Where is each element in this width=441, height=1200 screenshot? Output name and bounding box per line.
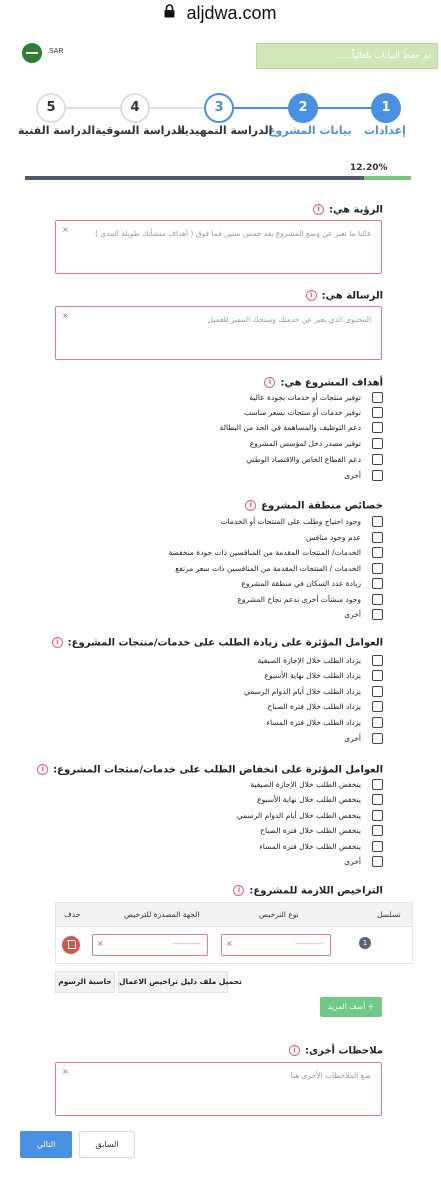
checkbox[interactable]: [372, 794, 383, 805]
decrease-option[interactable]: أخرى: [344, 855, 383, 867]
vision-textarea[interactable]: [55, 220, 382, 274]
goals-option[interactable]: توفير منتجات أو خدمات بجودة عالية: [249, 391, 383, 403]
area-option[interactable]: عدم وجود منافس: [306, 531, 383, 543]
checkbox[interactable]: [372, 779, 383, 790]
checkbox[interactable]: [372, 686, 383, 697]
fees-calculator-button[interactable]: حاسبة الرسوم: [55, 971, 115, 993]
checkbox[interactable]: [372, 578, 383, 589]
checkbox[interactable]: [372, 717, 383, 728]
checkbox[interactable]: [372, 532, 383, 543]
saudi-flag-icon: [22, 43, 42, 63]
info-icon[interactable]: i: [289, 1045, 300, 1056]
checkbox[interactable]: [372, 733, 383, 744]
checkbox[interactable]: [372, 670, 383, 681]
next-button[interactable]: التالي: [20, 1131, 72, 1158]
error-x-icon: ×: [62, 1067, 69, 1076]
notes-textarea[interactable]: [55, 1062, 382, 1116]
step-4-label: الدراسة السوقية: [95, 124, 186, 137]
checkbox[interactable]: [372, 407, 383, 418]
area-option[interactable]: أخرى: [344, 608, 383, 620]
vision-placeholder: غالبا ما تعبر عن وضع المشروع بعد خمس سنين فما فوق ( أهداف منشأتك طويلة المدى ): [95, 229, 371, 238]
step-3-circle[interactable]: 3: [204, 93, 234, 123]
increase-option[interactable]: يزداد الطلب خلال فترة المساء: [266, 716, 383, 728]
progress-bar-fill: [364, 176, 411, 180]
step-5-label: الدراسة الفنية: [18, 124, 96, 137]
goals-option[interactable]: أخرى: [344, 469, 383, 481]
step-5-circle[interactable]: 5: [36, 93, 66, 123]
lock-icon: [164, 4, 175, 18]
decrease-option[interactable]: ينخفض الطلب خلال نهاية الأسبوع: [257, 793, 383, 805]
checkbox[interactable]: [372, 470, 383, 481]
col-delete: حذف: [64, 910, 81, 919]
error-x-icon: ×: [97, 939, 104, 948]
checkbox[interactable]: [372, 547, 383, 558]
goals-option[interactable]: توفير خدمات أو منتجات بسعر مناسب: [244, 406, 383, 418]
step-4-circle[interactable]: 4: [120, 93, 150, 123]
checkbox[interactable]: [372, 810, 383, 821]
goals-option[interactable]: دعم التوظيف والمساهمة في الحد من البطالة: [220, 421, 383, 433]
add-more-button[interactable]: + أضف المزيد: [320, 997, 382, 1017]
error-x-icon: ×: [62, 225, 69, 234]
checkbox[interactable]: [372, 392, 383, 403]
licenses-label: التراخيص اللازمة للمشروع:i: [233, 885, 383, 897]
info-icon[interactable]: i: [313, 204, 324, 215]
mission-textarea[interactable]: [55, 306, 382, 360]
increase-option[interactable]: يزداد الطلب خلال الإجازة الصيفية: [257, 654, 383, 666]
checkbox[interactable]: [372, 609, 383, 620]
goals-option[interactable]: دعم القطاع الخاص والاقتصاد الوطني: [246, 453, 383, 465]
licenses-table: [55, 902, 413, 964]
decrease-option[interactable]: ينخفض الطلب خلال فترة المساء: [259, 840, 383, 852]
decrease-demand-label: العوامل المؤثرة على انخفاض الطلب على خدمات/منتجات المشروع:i: [37, 764, 383, 776]
info-icon[interactable]: i: [264, 377, 275, 388]
checkbox[interactable]: [372, 701, 383, 712]
checkbox[interactable]: [372, 594, 383, 605]
area-option[interactable]: وجود احتياج وطلب على المنتجات أو الخدمات: [221, 515, 383, 527]
browser-url-bar[interactable]: [0, 0, 441, 30]
area-option[interactable]: وجود منشآت أخرى تدعم نجاح المشروع: [237, 593, 383, 605]
step-3-label: الدراسة التمهيدية: [178, 124, 273, 137]
area-label: خصائص منطقة المشروعi: [245, 500, 383, 512]
step-2-label: بيانات المشروع: [268, 124, 352, 137]
autosave-alert: تم حفظ البيانات تلقائياً......: [256, 43, 438, 69]
checkbox[interactable]: [372, 825, 383, 836]
checkbox[interactable]: [372, 422, 383, 433]
mission-label: الرسالة هي:i: [306, 290, 383, 302]
area-option[interactable]: زيادة عدد السكان في منطقة المشروع: [241, 577, 383, 589]
decrease-option[interactable]: ينخفض الطلب خلال الإجازة الصيفية: [250, 778, 383, 790]
decrease-option[interactable]: ينخفض الطلب خلال فترة الصباح: [260, 824, 383, 836]
col-license-type: نوع الترخيص: [259, 910, 299, 919]
increase-option[interactable]: أخرى: [344, 732, 383, 744]
currency-label: SAR: [49, 48, 64, 55]
col-issuer: الجهة المصدرة للترخيص: [124, 910, 200, 919]
step-2-circle[interactable]: 2: [288, 93, 318, 123]
checkbox[interactable]: [372, 563, 383, 574]
notes-label: ملاحظات أخرى:i: [289, 1045, 383, 1057]
progress-bar: [25, 176, 411, 180]
checkbox[interactable]: [372, 438, 383, 449]
checkbox[interactable]: [372, 856, 383, 867]
step-1-label: إعدادات: [364, 124, 406, 137]
checkbox[interactable]: [372, 655, 383, 666]
license-issuer-input[interactable]: × ----------: [92, 934, 208, 956]
wizard-stepper: [0, 90, 441, 150]
increase-option[interactable]: يزداد الطلب خلال نهاية الأسبوع: [264, 669, 383, 681]
checkbox[interactable]: [372, 516, 383, 527]
area-option[interactable]: الخدمات/ المنتجات المقدمة من المنافسين ذات جودة منخفضة: [168, 546, 383, 558]
step-1-circle[interactable]: 1: [371, 93, 401, 123]
area-option[interactable]: الخدمات / المنتجات المقدمة من المنافسين ذات سعر مرتفع: [175, 562, 383, 574]
increase-option[interactable]: يزداد الطلب خلال فترة الصباح: [267, 700, 383, 712]
row-serial-badge: 1: [359, 937, 371, 949]
page-header: [0, 38, 441, 74]
info-icon[interactable]: i: [52, 637, 63, 648]
info-icon[interactable]: i: [233, 885, 244, 896]
increase-option[interactable]: يزداد الطلب خلال أيام الدوام الرسمي: [244, 685, 383, 697]
col-serial: تسلسل: [377, 910, 401, 919]
error-x-icon: ×: [62, 311, 69, 320]
license-type-input[interactable]: × ----------: [221, 934, 331, 956]
info-icon[interactable]: i: [245, 500, 256, 511]
progress-percent: 12.20%: [350, 163, 388, 173]
download-license-guide-button[interactable]: تحميل ملف دليل تراخيص الاعمال: [118, 971, 228, 993]
previous-button[interactable]: السابق: [79, 1131, 135, 1158]
increase-demand-label: العوامل المؤثرة على زيادة الطلب على خدمات/منتجات المشروع:i: [52, 637, 383, 649]
decrease-option[interactable]: ينخفض الطلب خلال أيام الدوام الرسمي: [237, 809, 383, 821]
goals-option[interactable]: توفير مصدر دخل لمؤسس المشروع: [250, 437, 383, 449]
delete-row-button[interactable]: [62, 936, 80, 954]
mission-placeholder: المحتوى الذي يعبر عن خدمتك ومنتجك المميز للعميل: [207, 315, 371, 324]
info-icon[interactable]: i: [306, 290, 317, 301]
licenses-table-header: [56, 903, 412, 927]
checkbox[interactable]: [372, 841, 383, 852]
vision-label: الرؤية هي:i: [313, 204, 383, 216]
notes-placeholder: ضع الملاحظات الأخرى هنا: [290, 1071, 371, 1080]
error-x-icon: ×: [226, 939, 233, 948]
checkbox[interactable]: [372, 454, 383, 465]
info-icon[interactable]: i: [37, 764, 48, 775]
url-text: aljdwa.com: [186, 3, 277, 23]
goals-label: أهداف المشروع هي:i: [264, 377, 383, 389]
